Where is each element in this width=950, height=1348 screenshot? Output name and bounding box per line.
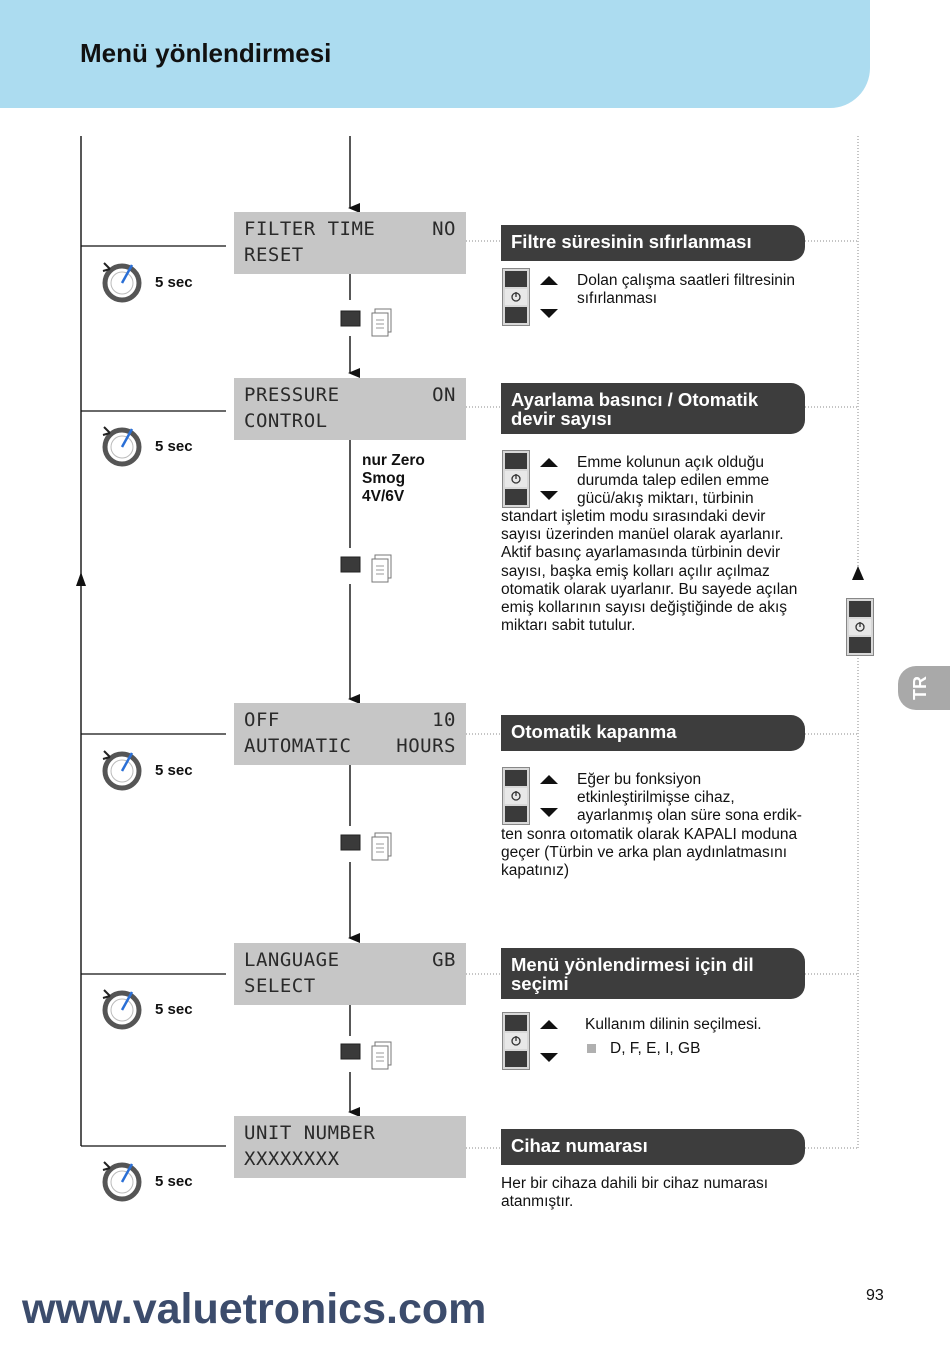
text-line: Aktif basınç ayarlamasında türbinin devir: [501, 544, 781, 562]
lcd-line1-left: LANGUAGE: [244, 949, 340, 971]
section-text-pressure: [501, 508, 797, 635]
power-key-icon: [846, 598, 874, 656]
text-line: geçer (Türbin ve arka plan aydınlatmasını: [501, 844, 788, 862]
keypad-updown-icon: [502, 1012, 562, 1072]
text-line: miktarı sabit tutulur.: [501, 617, 636, 635]
footer-url[interactable]: www.valuetronics.com: [22, 1285, 487, 1333]
text-line: otomatik olarak uyarlanır. Bu sayede açılan: [501, 580, 798, 598]
keypad-updown-icon: [502, 767, 562, 827]
section-heading-filter-reset: Filtre süresinin sıfırlanması: [501, 225, 805, 261]
hold-duration-label: 5 sec: [155, 1001, 193, 1018]
page-title: Menü yönlendirmesi: [80, 38, 332, 68]
text-line: sayısı, başka emiş kolları açılır açılmaz: [501, 562, 770, 580]
lcd-automatic-off: [234, 703, 466, 765]
text-line: ten sonra oıtomatik olarak KAPALI moduna: [501, 826, 798, 843]
text-line: gücü/akış miktarı, türbinin: [577, 490, 754, 508]
timer-dial-icon: [100, 747, 144, 791]
text-line: atanmıştır.: [501, 1193, 574, 1211]
lcd-line2-left: AUTOMATIC: [244, 735, 352, 757]
language-tab-label: TR: [910, 676, 930, 700]
lcd-line1-left: FILTER TIME: [244, 218, 376, 240]
heading-line: devir sayısı: [511, 408, 612, 429]
lcd-line1-right: ON: [432, 384, 456, 406]
text-line: durumda talep edilen emme: [577, 472, 770, 490]
text-line: etkinleştirilmişse cihaz,: [577, 789, 735, 807]
lcd-language-select: [234, 943, 466, 1005]
text-line: sıfırlanması: [577, 290, 658, 308]
language-options: D, F, E, I, GB: [610, 1040, 701, 1057]
timer-dial-icon: [100, 1158, 144, 1202]
section-heading-auto-off: Otomatik kapanma: [501, 715, 805, 751]
key-menu-icon: [340, 304, 400, 338]
heading-line: seçimi: [511, 973, 569, 994]
text-line: emiş kollarının sayısı değiştiğinde de akış: [501, 599, 788, 617]
text-line: kapatınız): [501, 862, 570, 880]
lcd-line1-right: NO: [432, 218, 456, 240]
section-heading-language: [501, 948, 805, 999]
lcd-line2-left: SELECT: [244, 975, 316, 997]
hold-duration-label: 5 sec: [155, 1173, 193, 1190]
heading-line: Ayarlama basıncı / Otomatik: [511, 389, 759, 410]
timer-dial-icon: [100, 423, 144, 467]
section-text-filter-reset: [577, 272, 795, 308]
model-note-line: 4V/6V: [362, 488, 405, 505]
timer-dial-icon: [100, 986, 144, 1030]
model-note-line: nur Zero: [362, 452, 425, 469]
model-note: [362, 452, 425, 506]
lcd-unit-number: [234, 1116, 466, 1178]
section-text-pressure-indented: [577, 454, 769, 509]
key-menu-icon: [340, 550, 400, 584]
lcd-line1-right: GB: [432, 949, 456, 971]
timer-dial-icon: [100, 259, 144, 303]
lcd-line1-left: PRESSURE: [244, 384, 340, 406]
hold-duration-label: 5 sec: [155, 274, 193, 291]
hold-duration-label: 5 sec: [155, 762, 193, 779]
lcd-line1-left: OFF: [244, 709, 280, 731]
key-menu-icon: [340, 1037, 400, 1071]
lcd-line2-left: CONTROL: [244, 410, 328, 432]
section-heading-pressure: [501, 383, 805, 434]
page-number: 93: [866, 1287, 884, 1304]
section-heading-unit-number: Cihaz numarası: [501, 1129, 805, 1165]
lcd-filter-time: [234, 212, 466, 274]
model-note-line: Smog: [362, 470, 406, 487]
text-line: Eğer bu fonksiyon: [577, 771, 702, 788]
section-text-unit-number: [501, 1175, 768, 1211]
section-text-auto-off: [501, 826, 797, 881]
text-line: Her bir cihaza dahili bir cihaz numarası: [501, 1175, 769, 1192]
section-text-language: Kullanım dilinin seçilmesi.: [585, 1016, 762, 1033]
hold-duration-label: 5 sec: [155, 438, 193, 455]
keypad-updown-icon: [502, 268, 562, 328]
lcd-line1-left: UNIT NUMBER: [244, 1122, 376, 1144]
text-line: Dolan çalışma saatleri filtresinin: [577, 272, 795, 289]
text-line: standart işletim modu sırasındaki devir: [501, 508, 766, 525]
lcd-line2-left: XXXXXXXX: [244, 1148, 340, 1170]
key-menu-icon: [340, 828, 400, 862]
text-line: Emme kolunun açık olduğu: [577, 454, 764, 471]
text-line: sayısı üzerinden manüel olarak ayarlanır.: [501, 526, 784, 544]
text-line: ayarlanmış olan süre sona erdik-: [577, 807, 802, 825]
keypad-updown-icon: [502, 450, 562, 510]
bullet-square-icon: [587, 1044, 596, 1053]
heading-line: Menü yönlendirmesi için dil: [511, 954, 754, 975]
lcd-line2-right: HOURS: [396, 735, 456, 757]
lcd-line2-left: RESET: [244, 244, 304, 266]
section-text-auto-off-indented: [577, 771, 802, 826]
lcd-pressure-control: [234, 378, 466, 440]
lcd-line1-right: 10: [432, 709, 456, 731]
